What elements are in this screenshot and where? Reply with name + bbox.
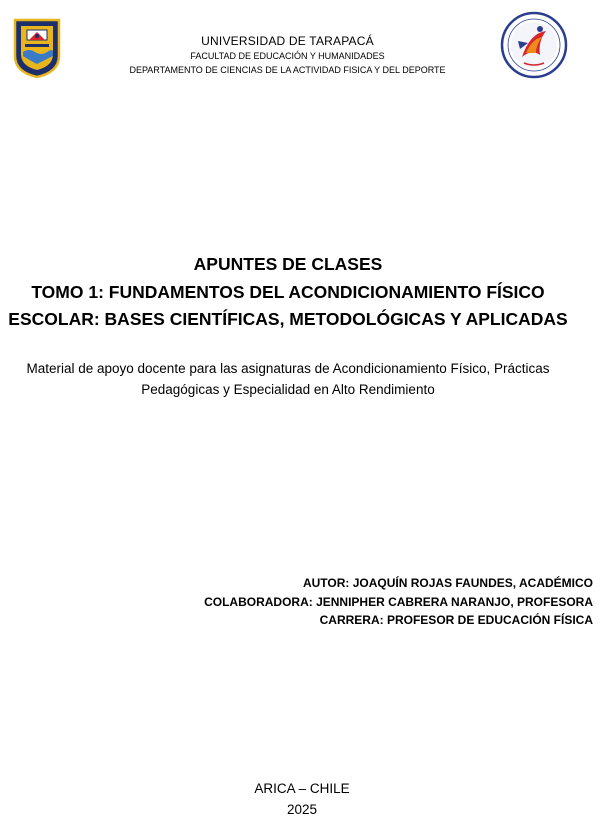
document-title (0, 251, 576, 334)
department-emblem-icon (500, 11, 568, 79)
department-name: DEPARTAMENTO DE CIENCIAS DE LA ACTIVIDAD FISICA Y DEL DEPORTE (129, 65, 446, 75)
title-line-2: TOMO 1: FUNDAMENTOS DEL ACONDICIONAMIENTO FÍSICO (31, 281, 545, 302)
subtitle-line-2: Pedagógicas y Especialidad en Alto Rendimiento (141, 381, 435, 397)
university-name: UNIVERSIDAD DE TARAPACÁ (201, 34, 374, 48)
footer-location: ARICA – CHILE (254, 781, 350, 796)
institution-header (100, 33, 475, 77)
subtitle-line-1: Material de apoyo docente para las asignaturas de Acondicionamiento Físico, Prácticas (26, 361, 550, 376)
author-credit: AUTOR: JOAQUÍN ROJAS FAUNDES, ACADÉMICO (302, 576, 593, 590)
document-subtitle (0, 359, 576, 400)
footer-year: 2025 (286, 801, 318, 817)
university-crest-icon (13, 18, 61, 79)
footer-block (222, 779, 382, 820)
faculty-name: FACULTAD DE EDUCACIÓN Y HUMANIDADES (190, 51, 385, 61)
collaborator-credit: COLABORADORA: JENNIPHER CABRERA NARANJO, PROFESORA (204, 594, 593, 609)
title-line-3: ESCOLAR: BASES CIENTÍFICAS, METODOLÓGICAS Y APLICADAS (8, 309, 568, 329)
career-credit: CARRERA: PROFESOR DE EDUCACIÓN FÍSICA (319, 613, 593, 627)
credits-block (204, 574, 593, 630)
title-line-1: APUNTES DE CLASES (193, 254, 383, 274)
